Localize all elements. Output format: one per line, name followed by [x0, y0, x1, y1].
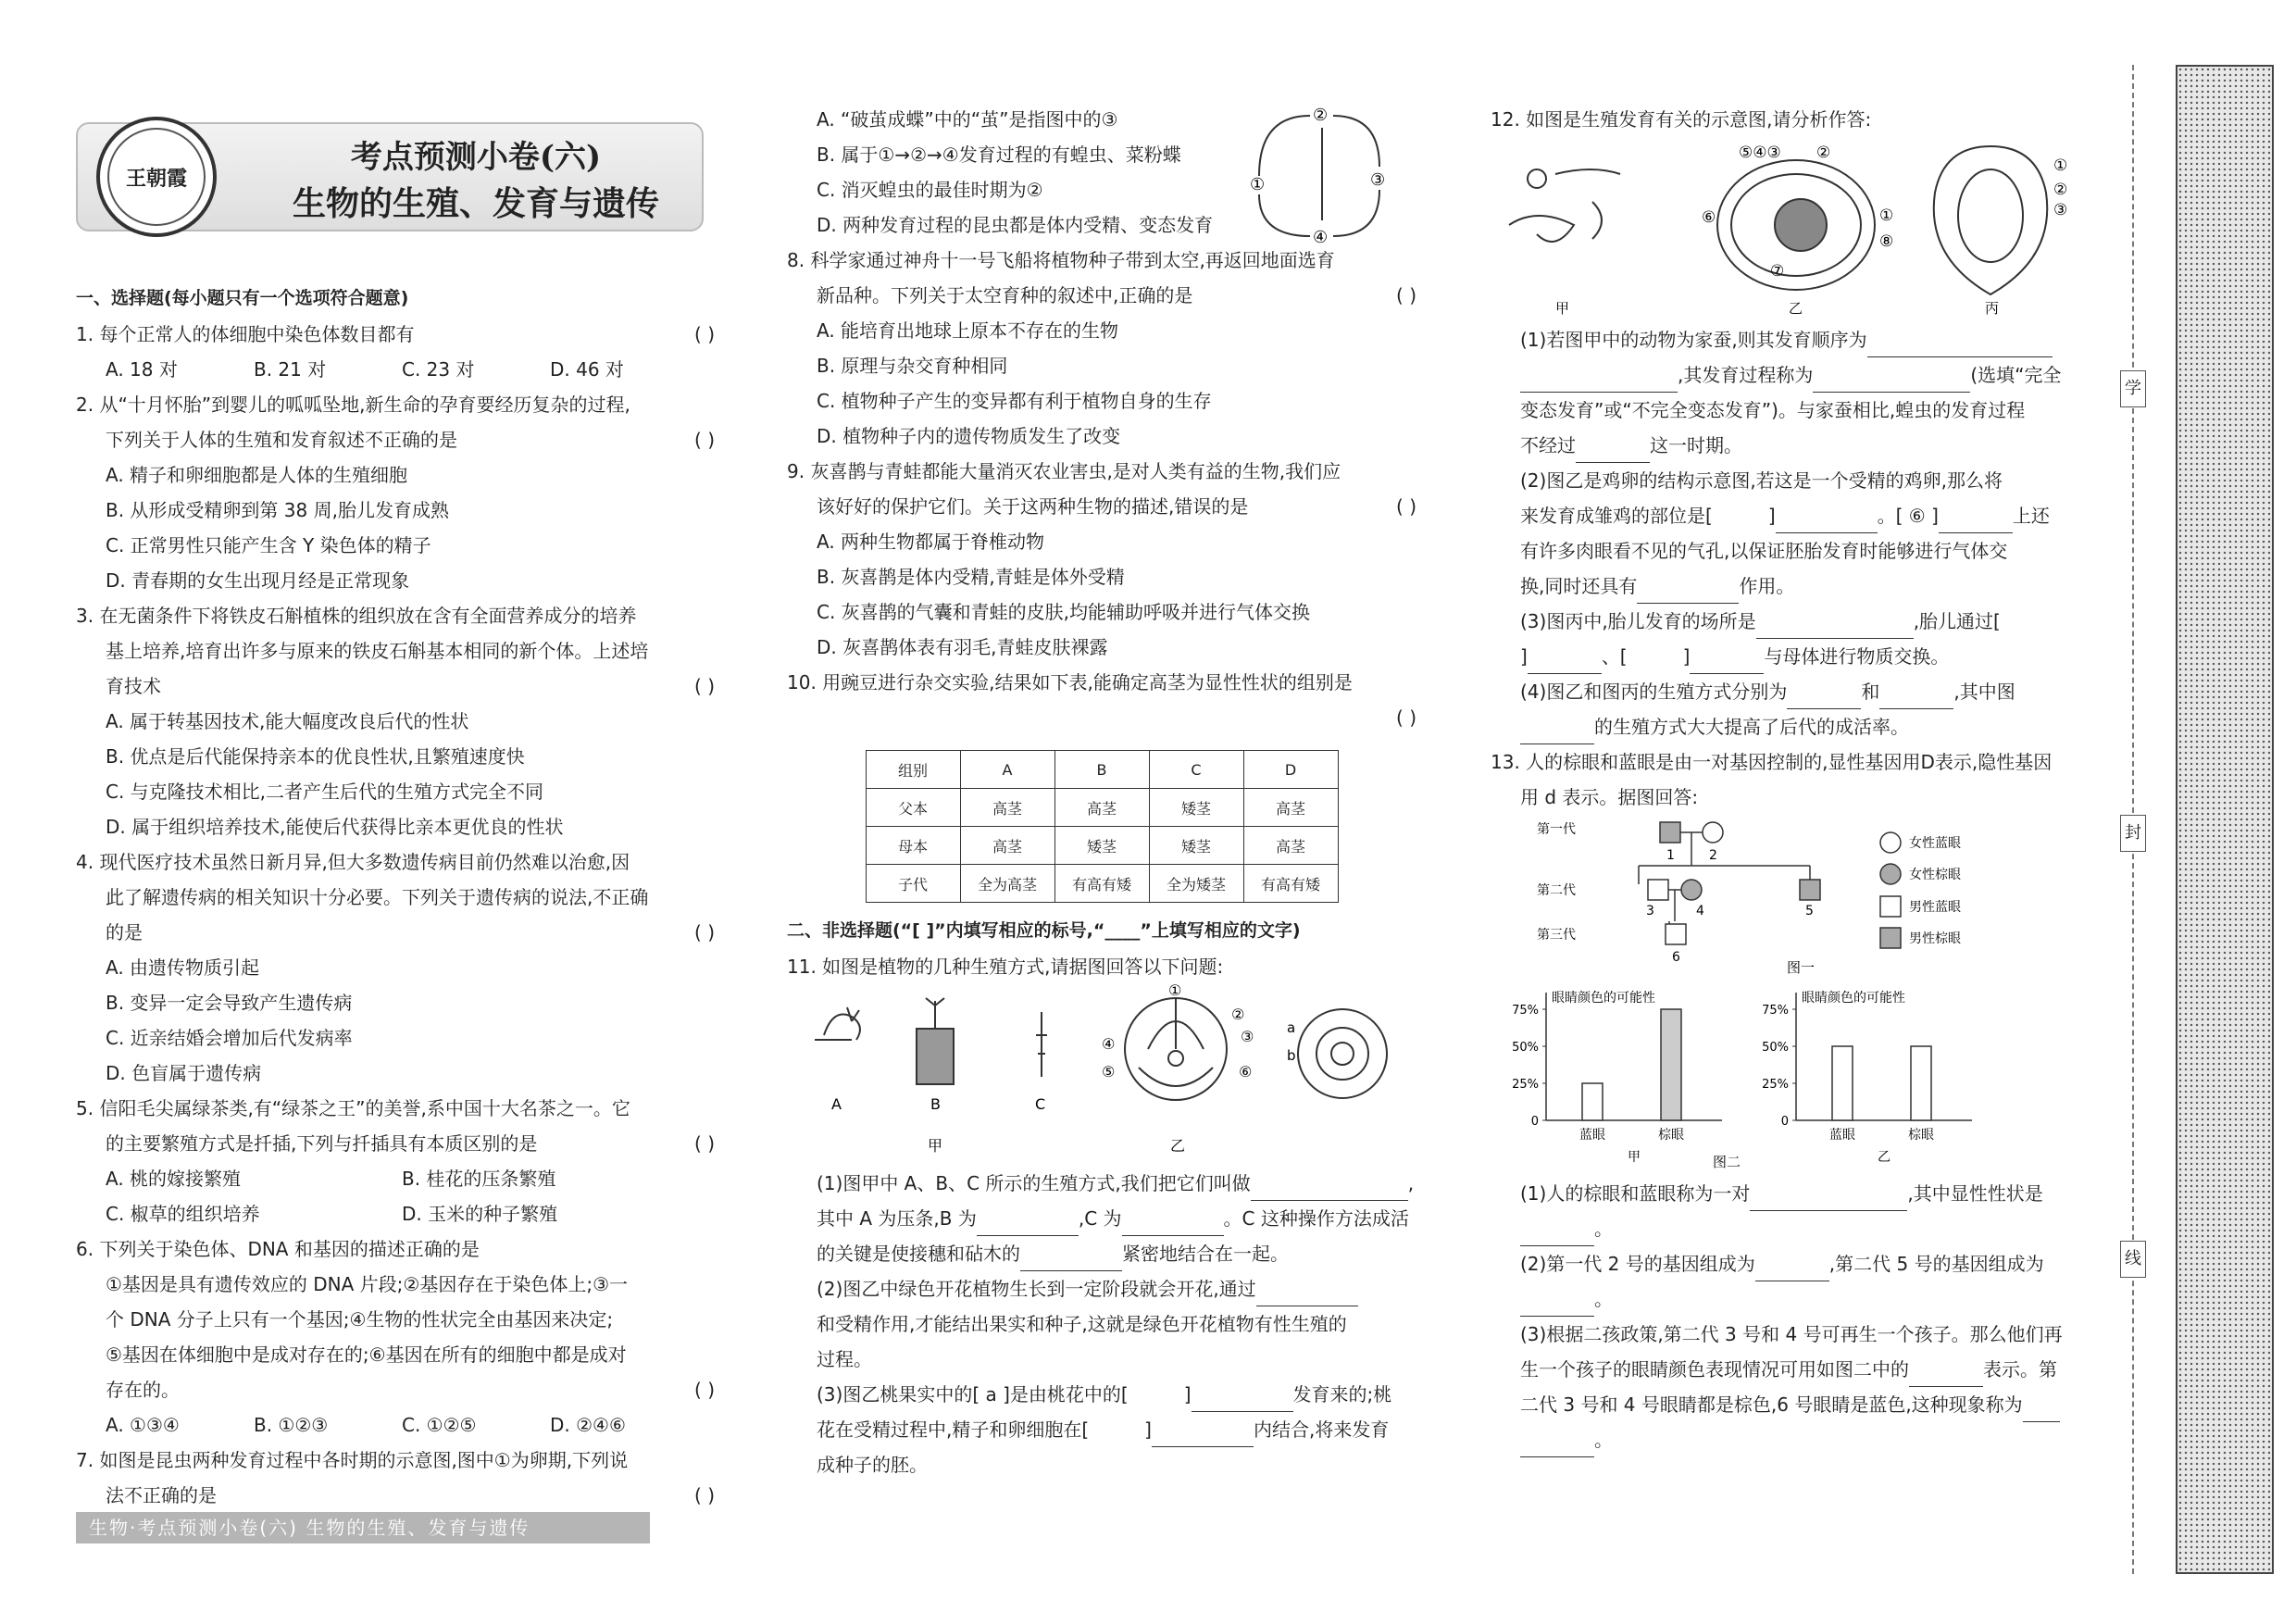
table-cell: B	[1054, 751, 1149, 789]
q12-p2-line3: 有许多肉眼看不见的气孔,以保证胚胎发育时能够进行气体交	[1520, 540, 2008, 562]
q9-stem-2: 该好好的保护它们。关于这两种生物的描述,错误的是 ( )	[817, 495, 1416, 518]
q11-p2-line1: (2)图乙中绿色开花植物生长到一定阶段就会开花,通过	[787, 1271, 1416, 1306]
flower-num-5: ⑤	[1102, 1063, 1116, 1081]
q3-option-c: C. 与克隆技术相比,二者产生后代的生殖方式完全不同	[106, 781, 544, 803]
table-cell: 子代	[866, 865, 960, 903]
fig-label-yi: 乙	[1789, 300, 1803, 317]
egg-nums-top: ⑤④③	[1739, 144, 1781, 162]
q6-stem-3: 个 DNA 分子上只有一个基因;④生物的性状完全由基因来决定;	[106, 1308, 614, 1331]
seal-text: 王朝霞	[107, 128, 206, 226]
quiz-title: 考点预测小卷(六)	[350, 139, 602, 176]
q4-option-a: A. 由遗传物质引起	[106, 956, 260, 979]
q5-stem: 5. 信阳毛尖属绿茶类,有“绿茶之王”的美誉,系中国十大名茶之一。它	[76, 1097, 630, 1119]
uterus-num-2: ②	[2053, 181, 2068, 199]
q7-stem: 7. 如图是昆虫两种发育过程中各时期的示意图,图中①为卵期,下列说	[76, 1449, 629, 1471]
uterus-num-1: ①	[2053, 156, 2068, 175]
q6-options: A. ①③④ B. ①②③ C. ①②⑤ D. ②④⑥	[106, 1414, 626, 1436]
q10-table	[866, 750, 1339, 903]
q7-option-b: B. 属于①→②→④发育过程的有蝗虫、菜粉蝶	[817, 144, 1181, 166]
q8-option-a: A. 能培育出地球上原本不存在的生物	[817, 319, 1119, 342]
y-tick-label: 25%	[1512, 1078, 1539, 1092]
gen-label-3: 第三代	[1537, 928, 1576, 943]
q8-stem: 8. 科学家通过神舟十一号飞船将植物种子带到太空,再返回地面选育	[787, 249, 1335, 271]
q3-stem-3: 育技术 ( )	[106, 675, 715, 697]
ped-num-1: 1	[1666, 848, 1675, 863]
q12-p4-line2: 的生殖方式大大提高了后代的成活率。	[1491, 709, 2120, 744]
q7-stem-2: 法不正确的是 ( )	[106, 1484, 715, 1506]
q9-option-a: A. 两种生物都属于脊椎动物	[817, 531, 1045, 553]
legend-female-blue: 女性蓝眼	[1909, 836, 1961, 851]
column-right	[1491, 0, 2120, 1612]
bar-brown-eye	[1911, 1046, 1931, 1120]
q11-p3-line1: (3)图乙桃果实中的[ a ]是由桃花中的[ ] 发育来的;桃	[787, 1377, 1416, 1412]
q3-stem: 3. 在无菌条件下将铁皮石斛植株的组织放在含有全面营养成分的培养	[76, 605, 637, 627]
label-a: a	[1287, 1019, 1296, 1036]
page-footer: 生物·考点预测小卷(六) 生物的生殖、发育与遗传	[76, 1512, 650, 1543]
cycle-stage-3: ③	[1370, 170, 1386, 190]
fig1-caption: 图一	[1787, 959, 1816, 976]
q4-stem-2: 此了解遗传病的相关知识十分必要。下列关于遗传病的说法,不正确	[106, 886, 649, 908]
q12-p2-line4: 换,同时还具有 作用。	[1491, 569, 2120, 604]
q13-p1-line1: (1)人的棕眼和蓝眼称为一对 ,其中显性性状是	[1491, 1176, 2120, 1211]
bar-blue-eye	[1582, 1083, 1603, 1120]
y-tick-label: 0	[1780, 1115, 1789, 1129]
table-cell: 母本	[866, 827, 960, 865]
q7-option-a: A. “破茧成蝶”中的“茧”是指图中的③	[817, 108, 1118, 131]
q12-p4-line1: (4)图乙和图丙的生殖方式分别为 和 ,其中图	[1491, 674, 2120, 709]
table-row	[866, 865, 1338, 903]
q13-stem: 13. 人的棕眼和蓝眼是由一对基因控制的,显性基因用D表示,隐性基因	[1491, 751, 2053, 773]
ped-num-4: 4	[1696, 904, 1704, 918]
ped-num-2: 2	[1709, 848, 1717, 863]
q7-option-c: C. 消灭蝗虫的最佳时期为②	[817, 179, 1043, 201]
fig-label-bing: 丙	[1985, 300, 2000, 317]
flower-num-4: ④	[1102, 1035, 1116, 1053]
q8-stem-2: 新品种。下列关于太空育种的叙述中,正确的是 ( )	[817, 284, 1416, 306]
q4-option-d: D. 色盲属于遗传病	[106, 1062, 262, 1084]
q11-p2-line2: 和受精作用,才能结出果实和种子,这就是绿色开花植物有性生殖的	[817, 1313, 1347, 1335]
q6-stem: 6. 下列关于染色体、DNA 和基因的描述正确的是	[76, 1238, 480, 1260]
section2-title: 二、非选择题(“[ ]”内填写相应的标号,“____”上填写相应的文字)	[787, 920, 1301, 941]
q10-stem: 10. 用豌豆进行杂交实验,结果如下表,能确定高茎为显性性状的组别是	[787, 671, 1353, 694]
eye-color-bar-charts	[1491, 981, 2046, 1176]
uterus-num-3: ③	[2053, 201, 2068, 219]
q11-p1-line1: (1)图甲中 A、B、C 所示的生殖方式,我们把它们叫做 ,	[787, 1166, 1416, 1201]
q8-option-b: B. 原理与杂交育种相同	[817, 355, 1008, 377]
q11-p1-line3: 的关键是使接穗和砧木的 紧密地结合在一起。	[787, 1236, 1416, 1271]
y-tick-label: 25%	[1762, 1078, 1789, 1092]
q11-p3-line2: 花在受精过程中,精子和卵细胞在[ ] 内结合,将来发育	[787, 1412, 1416, 1447]
reproduction-figure	[1491, 137, 2120, 322]
cycle-stage-4: ④	[1313, 228, 1329, 247]
q12-p3-line2: ] 、[ ] 与母体进行物质交换。	[1491, 639, 2120, 674]
legend-male-brown: 男性棕眼	[1909, 931, 1961, 946]
table-cell: 高茎	[1054, 789, 1149, 827]
table-cell: 高茎	[1243, 827, 1338, 865]
plant-reproduction-figure	[787, 984, 1416, 1166]
fig-label-b: B	[930, 1095, 941, 1113]
q4-stem-3: 的是 ( )	[106, 921, 715, 943]
q6-stem-5: 存在的。 ( )	[106, 1379, 715, 1401]
label-b: b	[1287, 1047, 1296, 1064]
q11-p3-line3: 成种子的胚。	[817, 1454, 928, 1476]
q2-option-c: C. 正常男性只能产生含 Y 染色体的精子	[106, 534, 431, 556]
section1-title: 一、选择题(每小题只有一个选项符合题意)	[76, 288, 409, 308]
gen-label-1: 第一代	[1537, 822, 1576, 837]
bar-brown-eye	[1661, 1009, 1681, 1120]
q13-p3-line4: 。	[1491, 1422, 2120, 1457]
table-cell: 高茎	[960, 827, 1054, 865]
q13-p3-line2: 生一个孩子的眼睛颜色表现情况可用如图二中的 表示。第	[1491, 1352, 2120, 1387]
egg-num-1: ①	[1879, 206, 1894, 225]
pedigree-chart	[1491, 815, 2046, 981]
binding-char-1: 学	[2120, 370, 2146, 407]
fig-label-c: C	[1035, 1095, 1046, 1113]
binding-pattern-strip	[2176, 65, 2274, 1574]
q7-option-d: D. 两种发育过程的昆虫都是体内受精、变态发育	[817, 214, 1214, 236]
fig2-caption: 图二	[1713, 1154, 1741, 1170]
q13-p3-line1: (3)根据二孩政策,第二代 3 号和 4 号可再生一个孩子。那么他们再	[1520, 1323, 2063, 1345]
q12-p3-line1: (3)图丙中,胎儿发育的场所是 ,胎儿通过[	[1491, 604, 2120, 639]
q13-pedigree	[1491, 815, 2120, 981]
table-cell: D	[1243, 751, 1338, 789]
table-cell: 全为矮茎	[1149, 865, 1243, 903]
q9-option-b: B. 灰喜鹊是体内受精,青蛙是体外受精	[817, 566, 1125, 588]
y-axis-label: 眼睛颜色的可能性	[1802, 991, 1905, 1006]
table-cell: 高茎	[960, 789, 1054, 827]
x-tick-label: 蓝眼	[1829, 1128, 1855, 1143]
y-axis-label: 眼睛颜色的可能性	[1552, 991, 1655, 1006]
table-row	[866, 789, 1338, 827]
table-cell: 组别	[866, 751, 960, 789]
q9-option-c: C. 灰喜鹊的气囊和青蛙的皮肤,均能辅助呼吸并进行气体交换	[817, 601, 1311, 623]
q5-options-ab: A. 桃的嫁接繁殖 B. 桂花的压条繁殖	[106, 1168, 556, 1190]
q12-p1-line1: (1)若图甲中的动物为家蚕,则其发育顺序为	[1491, 322, 2120, 357]
q6-stem-2: ①基因是具有遗传效应的 DNA 片段;②基因存在于染色体上;③一	[106, 1273, 629, 1295]
column-middle	[787, 0, 1416, 1612]
q9-option-d: D. 灰喜鹊体表有羽毛,青蛙皮肤裸露	[817, 636, 1108, 658]
fig-label-jia: 甲	[1555, 300, 1570, 317]
table-cell: 有高有矮	[1243, 865, 1338, 903]
flower-num-1: ①	[1168, 984, 1182, 999]
q5-options-cd: C. 椒草的组织培养 D. 玉米的种子繁殖	[106, 1203, 558, 1225]
chart-title: 甲	[1628, 1150, 1641, 1165]
x-tick-label: 蓝眼	[1579, 1128, 1605, 1143]
q2-stem-2: 下列关于人体的生殖和发育叙述不正确的是 ( )	[106, 429, 715, 451]
q13-p2-line2: 。	[1491, 1281, 2120, 1317]
ped-num-5: 5	[1805, 904, 1814, 918]
y-tick-label: 50%	[1512, 1041, 1539, 1055]
q10-paren-line: ( )	[1396, 706, 1416, 729]
binding-char-3: 线	[2120, 1241, 2146, 1278]
y-tick-label: 50%	[1762, 1041, 1789, 1055]
q13-bar-charts	[1491, 981, 2120, 1176]
q9-stem: 9. 灰喜鹊与青蛙都能大量消灭农业害虫,是对人类有益的生物,我们应	[787, 460, 1341, 482]
x-tick-label: 棕眼	[1908, 1128, 1934, 1143]
q12-p2-line1: (2)图乙是鸡卵的结构示意图,若这是一个受精的鸡卵,那么将	[1520, 469, 2003, 492]
quiz-subtitle: 生物的生殖、发育与遗传	[292, 184, 659, 223]
q1-stem: 1. 每个正常人的体细胞中染色体数目都有 ( )	[76, 323, 715, 345]
egg-num-6: ⑥	[1702, 208, 1716, 227]
q11-stem: 11. 如图是植物的几种生殖方式,请据图回答以下问题:	[787, 956, 1224, 978]
egg-num-8: ⑧	[1879, 232, 1894, 251]
q8-option-c: C. 植物种子产生的变异都有利于植物自身的生存	[817, 390, 1212, 412]
q13-p1-line2: 。	[1491, 1211, 2120, 1246]
chart-title: 乙	[1878, 1150, 1890, 1165]
fig-label-yi: 乙	[1170, 1137, 1186, 1155]
legend-male-blue: 男性蓝眼	[1909, 900, 1961, 915]
table-cell: A	[960, 751, 1054, 789]
q13-p2-line1: (2)第一代 2 号的基因组成为 ,第二代 5 号的基因组成为	[1491, 1246, 2120, 1281]
q6-stem-4: ⑤基因在体细胞中是成对存在的;⑥基因在所有的细胞中都是成对	[106, 1343, 627, 1366]
y-tick-label: 75%	[1512, 1004, 1539, 1018]
q13-p3-line3: 二代 3 号和 4 号眼睛都是棕色,6 号眼睛是蓝色,这种现象称为	[1491, 1387, 2120, 1422]
cycle-stage-1: ①	[1250, 175, 1266, 194]
table-cell: 全为高茎	[960, 865, 1054, 903]
q3-option-d: D. 属于组织培养技术,能使后代获得比亲本更优良的性状	[106, 816, 564, 838]
insect-cycle-diagram	[1241, 102, 1398, 250]
q11-p1-line2: 其中 A 为压条,B 为 ,C 为 。C 这种操作方法成活	[787, 1201, 1416, 1236]
bar-blue-eye	[1832, 1046, 1853, 1120]
table-cell: 矮茎	[1149, 827, 1243, 865]
table-cell: 有高有矮	[1054, 865, 1149, 903]
fig-label-a: A	[831, 1095, 842, 1113]
q12-figure	[1491, 137, 2120, 322]
flower-num-6: ⑥	[1239, 1063, 1253, 1081]
fig-label-jia: 甲	[928, 1137, 943, 1155]
table-row	[866, 827, 1338, 865]
y-tick-label: 0	[1530, 1115, 1539, 1129]
q3-option-a: A. 属于转基因技术,能大幅度改良后代的性状	[106, 710, 469, 732]
q12-p1-line4: 不经过 这一时期。	[1491, 428, 2120, 463]
q2-option-b: B. 从形成受精卵到第 38 周,胎儿发育成熟	[106, 499, 449, 521]
q4-stem: 4. 现代医疗技术虽然日新月异,但大多数遗传病目前仍然难以治愈,因	[76, 851, 630, 873]
table-cell: 矮茎	[1149, 789, 1243, 827]
x-tick-label: 棕眼	[1658, 1128, 1684, 1143]
ped-num-6: 6	[1672, 950, 1680, 965]
q13-stem-2: 用 d 表示。据图回答:	[1520, 786, 1699, 808]
q4-option-c: C. 近亲结婚会增加后代发病率	[106, 1027, 353, 1049]
q2-option-a: A. 精子和卵细胞都是人体的生殖细胞	[106, 464, 408, 486]
q4-option-b: B. 变异一定会导致产生遗传病	[106, 992, 353, 1014]
q1-options: A. 18 对 B. 21 对 C. 23 对 D. 46 对	[106, 358, 624, 381]
q5-stem-2: 的主要繁殖方式是扦插,下列与扦插具有本质区别的是 ( )	[106, 1132, 715, 1155]
q3-stem-2: 基上培养,培育出许多与原来的铁皮石斛基本相同的新个体。上述培	[106, 640, 649, 662]
q11-figure	[787, 984, 1416, 1166]
q12-p1-line3: 变态发育”或“不完全变态发育”)。与家蚕相比,蝗虫的发育过程	[1520, 399, 2026, 421]
flower-num-2: ②	[1231, 1006, 1245, 1023]
column-left	[76, 0, 715, 1612]
egg-num-7: ⑦	[1770, 262, 1785, 281]
table-cell: 父本	[866, 789, 960, 827]
q12-p1-line2: ,其发育过程称为 (选填“完全	[1491, 357, 2120, 393]
egg-num-2: ②	[1816, 144, 1831, 162]
y-tick-label: 75%	[1762, 1004, 1789, 1018]
table-cell: 高茎	[1243, 789, 1338, 827]
q2-option-d: D. 青春期的女生出现月经是正常现象	[106, 569, 410, 592]
q12-p2-line2: 来发育成雏鸡的部位是[ ] 。[ ⑥ ] 上还	[1491, 498, 2120, 533]
legend-female-brown: 女性棕眼	[1909, 868, 1961, 882]
q2-stem: 2. 从“十月怀胎”到婴儿的呱呱坠地,新生命的孕育要经历复杂的过程,	[76, 394, 630, 416]
q12-stem: 12. 如图是生殖发育有关的示意图,请分析作答:	[1491, 108, 1872, 131]
table-row	[866, 751, 1338, 789]
cycle-stage-2: ②	[1313, 106, 1329, 125]
gen-label-2: 第二代	[1537, 883, 1576, 898]
binding-char-2: 封	[2120, 815, 2146, 852]
ped-num-3: 3	[1646, 904, 1654, 918]
table-cell: C	[1149, 751, 1243, 789]
q8-option-d: D. 植物种子内的遗传物质发生了改变	[817, 425, 1121, 447]
q3-option-b: B. 优点是后代能保持亲本的优良性状,且繁殖速度快	[106, 745, 525, 768]
flower-num-3: ③	[1241, 1028, 1254, 1045]
q11-p2-line3: 过程。	[817, 1348, 872, 1370]
table-cell: 矮茎	[1054, 827, 1149, 865]
